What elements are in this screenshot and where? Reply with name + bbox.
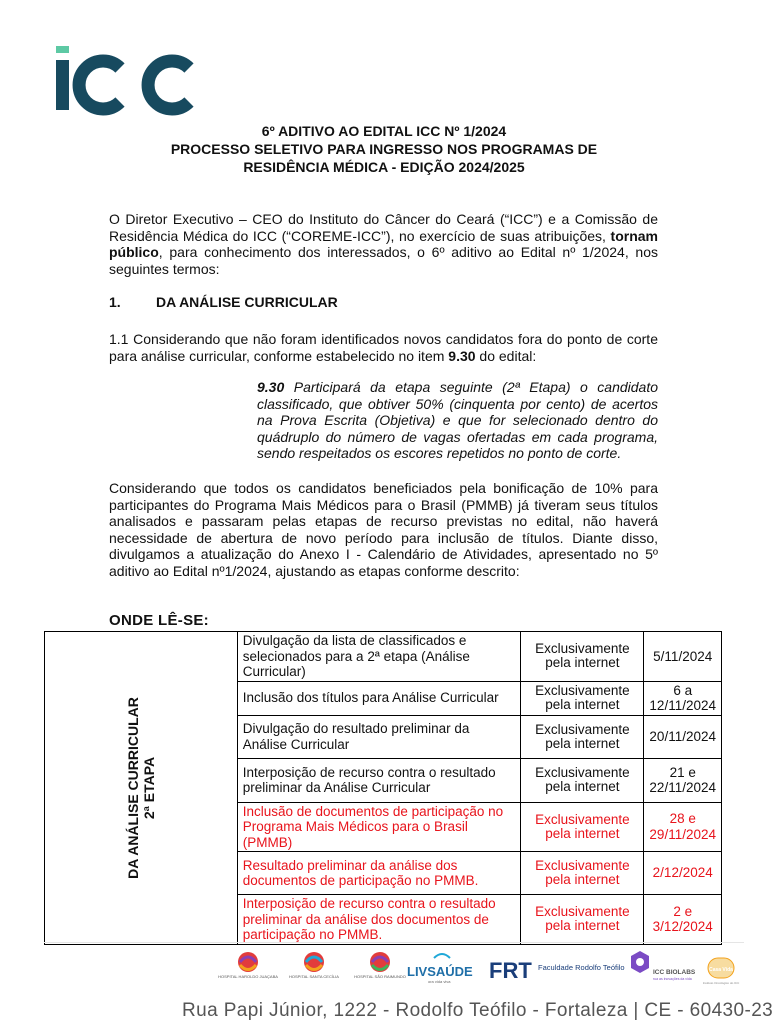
date-cell: 5/11/2024: [644, 632, 722, 682]
partner-4-tagline: ora vida viva: [428, 979, 451, 984]
activity-cell: Inclusão dos títulos para Análise Curricular: [237, 681, 521, 715]
title-line-1: 6º ADITIVO AO EDITAL ICC Nº 1/2024: [261, 123, 507, 139]
partner-3-name: HOSPITAL SÃO RAIMUNDO: [354, 974, 406, 979]
partner-7-tagline: Instituto Oncológico do ICC: [702, 981, 740, 985]
quoted-rule-number: 9.30: [257, 379, 285, 395]
considerando-paragraph: Considerando que todos os candidatos beneficiados pela bonificação de 10% para participantes do Programa Mais Médicos para o Brasil (PMMB) já tiveram seus títulos analisados e passaram pelas etapas de recurso previstas no edital, não haverá necessidade de abertura de novo período para inclusão de títulos. Diante disso, divulgamos a atualização do Anexo I - Calendário de Atividades, apresentado no 5º aditivo ao Edital nº1/2024, ajustando as etapas conforme descrito:: [109, 480, 658, 579]
section-number: 1.: [109, 294, 121, 310]
intro-bold: tornam público: [109, 227, 658, 260]
document-title: [0, 122, 768, 176]
channel-cell: Exclusivamente pela internet: [521, 758, 644, 802]
table-row: [45, 632, 722, 682]
partner-1-name: HOSPITAL HAROLDO JUAÇABA: [218, 974, 278, 979]
title-line-2: PROCESSO SELETIVO PARA INGRESSO NOS PROGRAMAS DE: [170, 141, 598, 157]
intro-text-end: , para conhecimento dos interessados, o 6º aditivo ao Edital nº 1/2024, nos seguintes termos:: [109, 244, 658, 277]
frt-logo: [489, 958, 625, 983]
side-label-line-1: DA ANÁLISE CURRICULAR: [124, 696, 141, 879]
table-heading: ONDE LÊ-SE:: [109, 612, 209, 629]
partner-6-tagline: rua as inovações da vida: [653, 977, 692, 981]
item-1-1-ref: 9.30: [448, 347, 476, 364]
partner-4-name: LIVSAÚDE: [407, 964, 473, 979]
channel-cell: Exclusivamente pela internet: [521, 895, 644, 945]
date-cell: 21 e 22/11/2024: [644, 758, 722, 802]
intro-text-start: O Diretor Executivo – CEO do Instituto do Câncer do Ceará (“ICC”) e a Comissão de Residência Médica do ICC (“COREME-ICC”), no exercício de suas atribuições,: [109, 211, 658, 244]
date-cell: 2/12/2024: [644, 852, 722, 895]
date-cell: 6 a 12/11/2024: [644, 681, 722, 715]
livsaude-logo: [407, 954, 473, 984]
hospital-santa-cecilia-logo: [289, 952, 339, 979]
item-1-1-text-start: 1.1 Considerando que não foram identificados novos candidatos fora do ponto de corte para análise curricular, conforme estabelecido no item: [109, 331, 658, 364]
activity-cell: Resultado preliminar da análise dos documentos de participação no PMMB.: [237, 852, 521, 895]
footer-divider: [44, 942, 744, 943]
channel-cell: Exclusivamente pela internet: [521, 802, 644, 852]
channel-cell: Exclusivamente pela internet: [521, 715, 644, 758]
partner-7-name: Casa Vida: [709, 967, 733, 973]
icc-biolabs-logo: [631, 951, 696, 981]
hospital-haroldo-juacaba-logo: [218, 952, 278, 979]
hospital-sao-raimundo-logo: [354, 952, 406, 979]
channel-cell: Exclusivamente pela internet: [521, 681, 644, 715]
side-label-cell: [45, 632, 238, 945]
title-line-3: RESIDÊNCIA MÉDICA - EDIÇÃO 2024/2025: [243, 159, 525, 175]
quoted-rule: [257, 379, 658, 462]
icc-logo: [54, 44, 198, 114]
item-1-1-text-end: do edital:: [475, 347, 537, 364]
partner-2-name: HOSPITAL SANTA CECÍLIA: [289, 974, 339, 979]
partner-5-name: FRT: [489, 958, 532, 983]
partner-6-name: ICC BIOLABS: [653, 969, 696, 976]
casa-vida-logo: [703, 958, 740, 985]
date-cell: 20/11/2024: [644, 715, 722, 758]
activity-cell: Interposição de recurso contra o resultado preliminar da análise dos documentos de participação no PMMB.: [237, 895, 521, 945]
activity-cell: Divulgação da lista de classificados e selecionados para a 2ª etapa (Análise Curricular): [237, 632, 521, 682]
channel-cell: Exclusivamente pela internet: [521, 852, 644, 895]
intro-paragraph: [109, 211, 658, 277]
section-heading: [109, 294, 338, 310]
activity-cell: Divulgação do resultado preliminar da Análise Curricular: [237, 715, 521, 758]
side-label: [125, 697, 157, 879]
date-cell: 28 e 29/11/2024: [644, 802, 722, 852]
item-1-1-paragraph: [109, 331, 658, 364]
date-cell: 2 e 3/12/2024: [644, 895, 722, 945]
activity-cell: Interposição de recurso contra o resultado preliminar da Análise Curricular: [237, 758, 521, 802]
side-label-line-2: 2ª ETAPA: [140, 756, 157, 819]
quoted-rule-text: Participará da etapa seguinte (2ª Etapa) o candidato classificado, que obtiver 50% (cinquenta por cento) de acertos na Prova Escrita (Objetiva) e que for selecionado dentro do quádruplo do número de vagas ofertadas em cada programa, sendo respeitados os escores repetidos no ponto de corte.: [257, 379, 658, 461]
footer-address: Rua Papi Júnior, 1222 - Rodolfo Teófilo - Fortaleza | CE - 60430-23: [182, 1000, 773, 1021]
activity-cell: Inclusão de documentos de participação no Programa Mais Médicos para o Brasil (PMMB): [237, 802, 521, 852]
partner-5-tagline: Faculdade Rodolfo Teófilo: [538, 963, 625, 972]
channel-cell: Exclusivamente pela internet: [521, 632, 644, 682]
partner-logos: [218, 950, 768, 988]
calendar-table: [44, 631, 722, 945]
section-title: DA ANÁLISE CURRICULAR: [156, 294, 338, 310]
